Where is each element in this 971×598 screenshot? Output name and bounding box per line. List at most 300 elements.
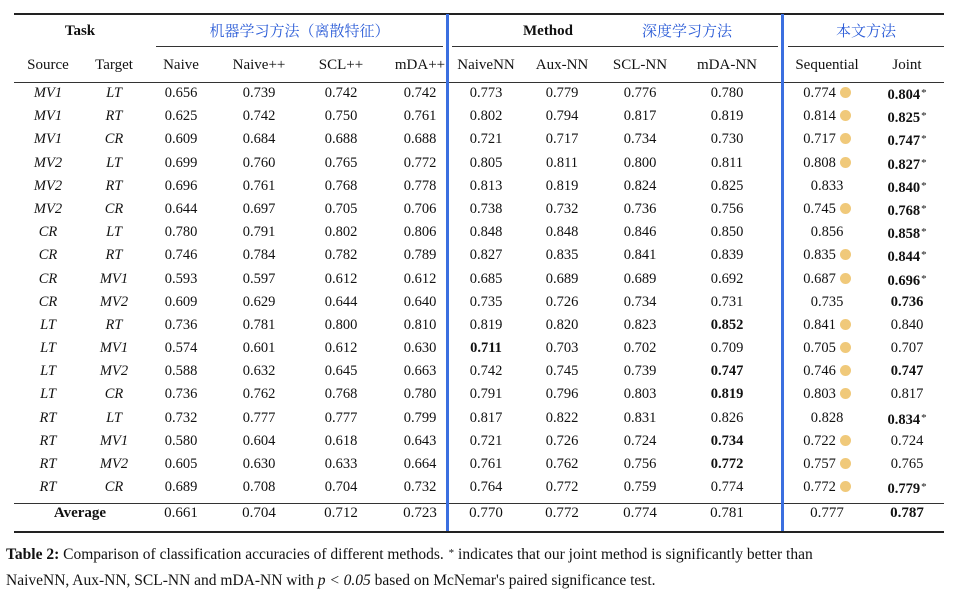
value-cell — [216, 152, 302, 175]
value-text: 0.597 — [242, 270, 276, 287]
target-cell: RT — [105, 316, 123, 333]
source-cell: LT — [40, 316, 56, 333]
value-cell — [784, 82, 870, 105]
significance-dot-icon — [840, 157, 851, 168]
value-cell — [870, 407, 944, 432]
source-cell: CR — [38, 293, 58, 310]
value-cell — [216, 291, 302, 314]
value-cell — [524, 314, 600, 337]
value-text: 0.722 — [803, 432, 836, 449]
value-text: 0.696 — [164, 177, 198, 194]
value-cell — [448, 105, 524, 128]
value-cell — [448, 82, 524, 105]
value-cell — [448, 198, 524, 221]
value-text: 0.856 — [810, 224, 844, 241]
value-text: 0.588 — [164, 363, 198, 380]
value-text: 0.813 — [469, 177, 503, 194]
value-cell — [600, 476, 680, 499]
value-text: 0.839 — [710, 247, 744, 264]
significance-star: * — [921, 272, 927, 285]
significance-star: * — [921, 481, 927, 494]
significance-star: * — [921, 133, 927, 146]
value-text: 0.765 — [890, 456, 924, 472]
column-header: NaiveNN — [457, 57, 515, 73]
value-cell — [680, 175, 774, 198]
source-cell: CR — [38, 224, 58, 241]
value-text: 0.782 — [324, 247, 358, 264]
value-cell — [216, 383, 302, 406]
target-cell: CR — [104, 479, 124, 496]
value-text: 0.732 — [403, 479, 437, 496]
value-cell — [524, 407, 600, 430]
value-cell — [524, 430, 600, 453]
average-value-cell: 0.723 — [403, 505, 437, 522]
dl-group-header: 深度学习方法 — [641, 22, 732, 40]
value-text: 0.630 — [403, 340, 437, 357]
value-cell — [524, 244, 600, 267]
average-value-cell: 0.777 — [810, 505, 844, 522]
value-text: 0.705 — [324, 200, 358, 217]
caption-star: * — [448, 547, 455, 559]
value-text: 0.858 — [887, 226, 921, 243]
value-text: 0.768 — [324, 177, 358, 194]
value-cell — [146, 268, 216, 291]
value-cell — [302, 453, 380, 476]
value-cell — [216, 476, 302, 499]
value-cell — [600, 291, 680, 314]
value-cell — [600, 128, 680, 151]
value-cell — [600, 383, 680, 406]
target-cell: MV1 — [99, 270, 129, 287]
value-text: 0.777 — [242, 409, 276, 426]
column-header: Sequential — [795, 57, 859, 73]
value-text: 0.726 — [545, 293, 579, 310]
value-cell — [146, 337, 216, 360]
value-text: 0.827 — [469, 247, 503, 264]
target-cell: LT — [106, 224, 122, 241]
value-text: 0.831 — [623, 409, 657, 426]
column-header: Joint — [892, 57, 922, 73]
value-text: 0.780 — [710, 85, 744, 101]
value-text: 0.702 — [623, 340, 657, 357]
caption-label: Table 2: — [6, 546, 60, 563]
value-text: 0.824 — [623, 177, 657, 194]
value-cell — [146, 291, 216, 314]
value-cell — [216, 453, 302, 476]
value-text: 0.696 — [887, 272, 921, 289]
target-cell: MV1 — [99, 340, 129, 357]
value-text: 0.794 — [545, 108, 579, 125]
value-cell — [680, 152, 774, 175]
ours-group-header: 本文方法 — [835, 22, 896, 40]
value-cell — [784, 291, 870, 314]
value-text: 0.772 — [710, 456, 744, 472]
value-cell — [302, 128, 380, 151]
target-cell: MV2 — [99, 293, 129, 310]
value-text: 0.773 — [469, 85, 503, 101]
value-text: 0.609 — [164, 293, 198, 310]
value-cell — [448, 314, 524, 337]
value-text: 0.645 — [324, 363, 358, 380]
value-cell — [524, 221, 600, 244]
significance-dot-icon — [840, 133, 851, 144]
value-cell — [680, 383, 774, 406]
table-row — [14, 337, 944, 360]
value-cell — [784, 453, 870, 476]
value-text: 0.778 — [403, 177, 437, 194]
caption-text-b: indicates that our joint method is significantly better than — [454, 546, 813, 563]
value-text: 0.817 — [469, 409, 503, 426]
column-header: SCL-NN — [612, 57, 668, 73]
table-row — [14, 268, 944, 291]
value-text: 0.848 — [545, 224, 579, 241]
value-text: 0.732 — [545, 200, 579, 217]
value-text: 0.757 — [803, 456, 836, 472]
value-text: 0.776 — [623, 85, 657, 101]
value-cell — [870, 152, 944, 177]
value-text: 0.601 — [242, 340, 276, 357]
value-text: 0.804 — [887, 87, 921, 103]
value-text: 0.625 — [164, 108, 198, 125]
significance-dot-icon — [840, 110, 851, 121]
target-cell: MV2 — [99, 363, 129, 380]
caption-text-c: NaiveNN, Aux-NN, SCL-NN and mDA-NN with — [6, 572, 318, 589]
value-text: 0.717 — [803, 131, 836, 148]
value-text: 0.806 — [403, 224, 437, 241]
value-text: 0.685 — [469, 270, 503, 287]
value-text: 0.708 — [242, 479, 276, 496]
average-value-cell: 0.704 — [242, 505, 276, 522]
value-cell — [600, 360, 680, 383]
value-cell — [524, 105, 600, 128]
value-text: 0.735 — [469, 293, 503, 310]
value-text: 0.802 — [469, 108, 503, 125]
table-row — [14, 360, 944, 383]
average-value-cell: 0.774 — [623, 505, 657, 522]
value-text: 0.820 — [545, 316, 579, 333]
source-cell: CR — [38, 247, 58, 264]
value-cell — [448, 175, 524, 198]
value-text: 0.840 — [887, 179, 921, 196]
source-cell: RT — [39, 432, 57, 449]
value-cell — [448, 453, 524, 476]
value-text: 0.822 — [545, 409, 579, 426]
value-text: 0.687 — [803, 270, 836, 287]
value-cell — [680, 476, 774, 499]
value-cell — [146, 407, 216, 430]
value-cell — [302, 383, 380, 406]
value-text: 0.721 — [469, 432, 503, 449]
value-cell — [600, 152, 680, 175]
value-text: 0.761 — [403, 108, 437, 125]
value-text: 0.819 — [469, 316, 503, 333]
value-text: 0.779 — [887, 481, 921, 498]
value-text: 0.791 — [469, 386, 503, 403]
value-text: 0.736 — [164, 316, 198, 333]
value-text: 0.697 — [242, 200, 276, 217]
results-table — [14, 14, 944, 527]
value-text: 0.817 — [890, 386, 924, 403]
value-text: 0.756 — [623, 456, 657, 472]
target-cell: RT — [105, 177, 123, 194]
value-text: 0.762 — [242, 386, 276, 403]
value-cell — [680, 453, 774, 476]
significance-dot-icon — [840, 435, 851, 446]
value-cell — [448, 244, 524, 267]
value-text: 0.742 — [242, 108, 276, 125]
value-cell — [680, 198, 774, 221]
value-text: 0.774 — [710, 479, 744, 496]
value-text: 0.689 — [545, 270, 579, 287]
significance-star: * — [921, 87, 927, 99]
value-cell — [600, 105, 680, 128]
group-header-row — [14, 14, 944, 48]
value-text: 0.796 — [545, 386, 579, 403]
caption-math: p < 0.05 — [317, 572, 371, 589]
value-cell — [870, 383, 944, 406]
column-header: Naive++ — [232, 57, 286, 73]
value-text: 0.768 — [324, 386, 358, 403]
average-value-cell: 0.781 — [710, 505, 744, 522]
column-header: SCL++ — [318, 57, 364, 73]
value-cell — [302, 82, 380, 105]
value-cell — [216, 175, 302, 198]
value-text: 0.707 — [890, 340, 924, 357]
value-text: 0.640 — [403, 293, 437, 310]
significance-dot-icon — [840, 319, 851, 330]
value-cell — [870, 476, 944, 501]
significance-star: * — [921, 156, 927, 169]
average-value-cell: 0.787 — [890, 505, 924, 522]
value-cell — [870, 82, 944, 107]
value-text: 0.711 — [470, 340, 502, 357]
column-header: Aux-NN — [535, 57, 589, 73]
value-cell — [216, 430, 302, 453]
average-row — [14, 499, 944, 527]
value-text: 0.802 — [324, 224, 358, 241]
value-text: 0.734 — [623, 293, 657, 310]
value-cell — [870, 291, 944, 314]
value-cell — [146, 244, 216, 267]
value-text: 0.827 — [887, 156, 921, 173]
source-cell: MV2 — [33, 200, 63, 217]
value-cell — [216, 244, 302, 267]
average-value-cell: 0.772 — [545, 505, 579, 522]
value-cell — [600, 268, 680, 291]
value-cell — [146, 383, 216, 406]
value-text: 0.750 — [324, 108, 358, 125]
value-cell — [216, 407, 302, 430]
value-text: 0.756 — [710, 200, 744, 217]
value-text: 0.612 — [403, 270, 437, 287]
value-text: 0.759 — [623, 479, 657, 496]
target-cell: RT — [105, 247, 123, 264]
target-cell: MV2 — [99, 456, 129, 472]
source-cell: MV1 — [33, 108, 63, 125]
value-text: 0.629 — [242, 293, 276, 310]
value-text: 0.819 — [710, 386, 744, 403]
value-text: 0.664 — [403, 456, 437, 472]
table-bottom-rule — [14, 531, 944, 533]
value-text: 0.784 — [242, 247, 276, 264]
value-cell — [146, 453, 216, 476]
value-text: 0.745 — [545, 363, 579, 380]
value-cell — [524, 337, 600, 360]
value-cell — [680, 291, 774, 314]
value-text: 0.810 — [403, 316, 437, 333]
source-cell: RT — [39, 479, 57, 496]
value-cell — [784, 128, 870, 151]
value-cell — [680, 407, 774, 430]
value-cell — [146, 175, 216, 198]
table-row — [14, 105, 944, 128]
value-text: 0.643 — [403, 432, 437, 449]
value-text: 0.761 — [469, 456, 503, 472]
value-cell — [784, 221, 870, 244]
value-text: 0.742 — [324, 85, 358, 101]
value-text: 0.764 — [469, 479, 503, 496]
table-row — [14, 198, 944, 221]
value-cell — [784, 430, 870, 453]
value-cell — [870, 175, 944, 200]
value-text: 0.772 — [803, 479, 836, 496]
table-row — [14, 291, 944, 314]
value-text: 0.841 — [623, 247, 657, 264]
value-text: 0.833 — [810, 177, 844, 194]
value-cell — [600, 453, 680, 476]
value-cell — [216, 128, 302, 151]
source-cell: MV2 — [33, 177, 63, 194]
target-cell: CR — [104, 200, 124, 217]
value-text: 0.703 — [545, 340, 579, 357]
value-cell — [784, 105, 870, 128]
value-text: 0.823 — [623, 316, 657, 333]
value-text: 0.746 — [803, 363, 836, 380]
significance-dot-icon — [840, 365, 851, 376]
table-caption — [6, 540, 966, 594]
value-cell — [524, 453, 600, 476]
value-text: 0.789 — [403, 247, 437, 264]
significance-dot-icon — [840, 249, 851, 260]
value-cell — [302, 175, 380, 198]
value-text: 0.612 — [324, 270, 358, 287]
average-value-cell: 0.770 — [469, 505, 503, 522]
value-text: 0.689 — [164, 479, 198, 496]
significance-dot-icon — [840, 87, 851, 98]
value-text: 0.747 — [887, 133, 921, 150]
value-cell — [216, 314, 302, 337]
source-cell: CR — [38, 270, 58, 287]
value-cell — [302, 221, 380, 244]
value-text: 0.774 — [803, 85, 836, 101]
value-cell — [302, 291, 380, 314]
value-cell — [302, 360, 380, 383]
value-cell — [784, 476, 870, 499]
source-cell: MV1 — [33, 85, 63, 101]
value-text: 0.779 — [545, 85, 579, 101]
caption-text-a: Comparison of classification accuracies of different methods. — [59, 546, 448, 563]
value-cell — [448, 221, 524, 244]
value-text: 0.735 — [810, 293, 844, 310]
value-text: 0.734 — [623, 131, 657, 148]
task-header: Task — [64, 23, 96, 39]
average-label: Average — [53, 505, 107, 522]
value-text: 0.835 — [545, 247, 579, 264]
significance-dot-icon — [840, 481, 851, 492]
value-text: 0.630 — [242, 456, 276, 472]
value-cell — [870, 128, 944, 153]
value-text: 0.841 — [803, 316, 836, 333]
value-cell — [680, 337, 774, 360]
value-cell — [524, 291, 600, 314]
value-cell — [524, 198, 600, 221]
column-header: mDA-NN — [697, 57, 757, 73]
value-cell — [302, 244, 380, 267]
value-cell — [784, 314, 870, 337]
significance-star: * — [921, 226, 927, 239]
value-text: 0.688 — [403, 131, 437, 148]
value-cell — [600, 314, 680, 337]
value-text: 0.736 — [623, 200, 657, 217]
value-text: 0.805 — [469, 154, 503, 171]
value-text: 0.739 — [242, 85, 276, 101]
source-cell: LT — [40, 363, 56, 380]
table-row — [14, 221, 944, 244]
value-cell — [524, 152, 600, 175]
value-text: 0.704 — [324, 479, 358, 496]
value-cell — [302, 268, 380, 291]
value-cell — [784, 383, 870, 406]
source-cell: LT — [40, 340, 56, 357]
value-cell — [870, 105, 944, 130]
value-cell — [216, 268, 302, 291]
table-row — [14, 314, 944, 337]
significance-star: * — [921, 110, 927, 123]
value-cell — [448, 430, 524, 453]
value-text: 0.800 — [324, 316, 358, 333]
column-header: Naive — [163, 57, 199, 73]
value-cell — [680, 105, 774, 128]
value-cell — [302, 314, 380, 337]
value-cell — [680, 268, 774, 291]
value-text: 0.688 — [324, 131, 358, 148]
column-header: mDA++ — [394, 57, 446, 73]
value-cell — [448, 383, 524, 406]
value-text: 0.780 — [164, 224, 198, 241]
value-cell — [600, 337, 680, 360]
value-cell — [302, 152, 380, 175]
value-text: 0.780 — [403, 386, 437, 403]
value-cell — [870, 337, 944, 360]
value-cell — [784, 268, 870, 291]
value-cell — [448, 291, 524, 314]
value-cell — [302, 476, 380, 499]
significance-dot-icon — [840, 342, 851, 353]
value-cell — [302, 337, 380, 360]
significance-dot-icon — [840, 458, 851, 469]
value-text: 0.724 — [890, 432, 924, 449]
value-text: 0.811 — [545, 154, 579, 171]
table-row — [14, 152, 944, 175]
table-row — [14, 175, 944, 198]
target-cell: LT — [106, 154, 122, 171]
value-cell — [680, 360, 774, 383]
value-text: 0.747 — [710, 363, 744, 380]
value-cell — [448, 360, 524, 383]
table-row — [14, 383, 944, 406]
value-text: 0.731 — [710, 293, 744, 310]
value-text: 0.705 — [803, 340, 836, 357]
